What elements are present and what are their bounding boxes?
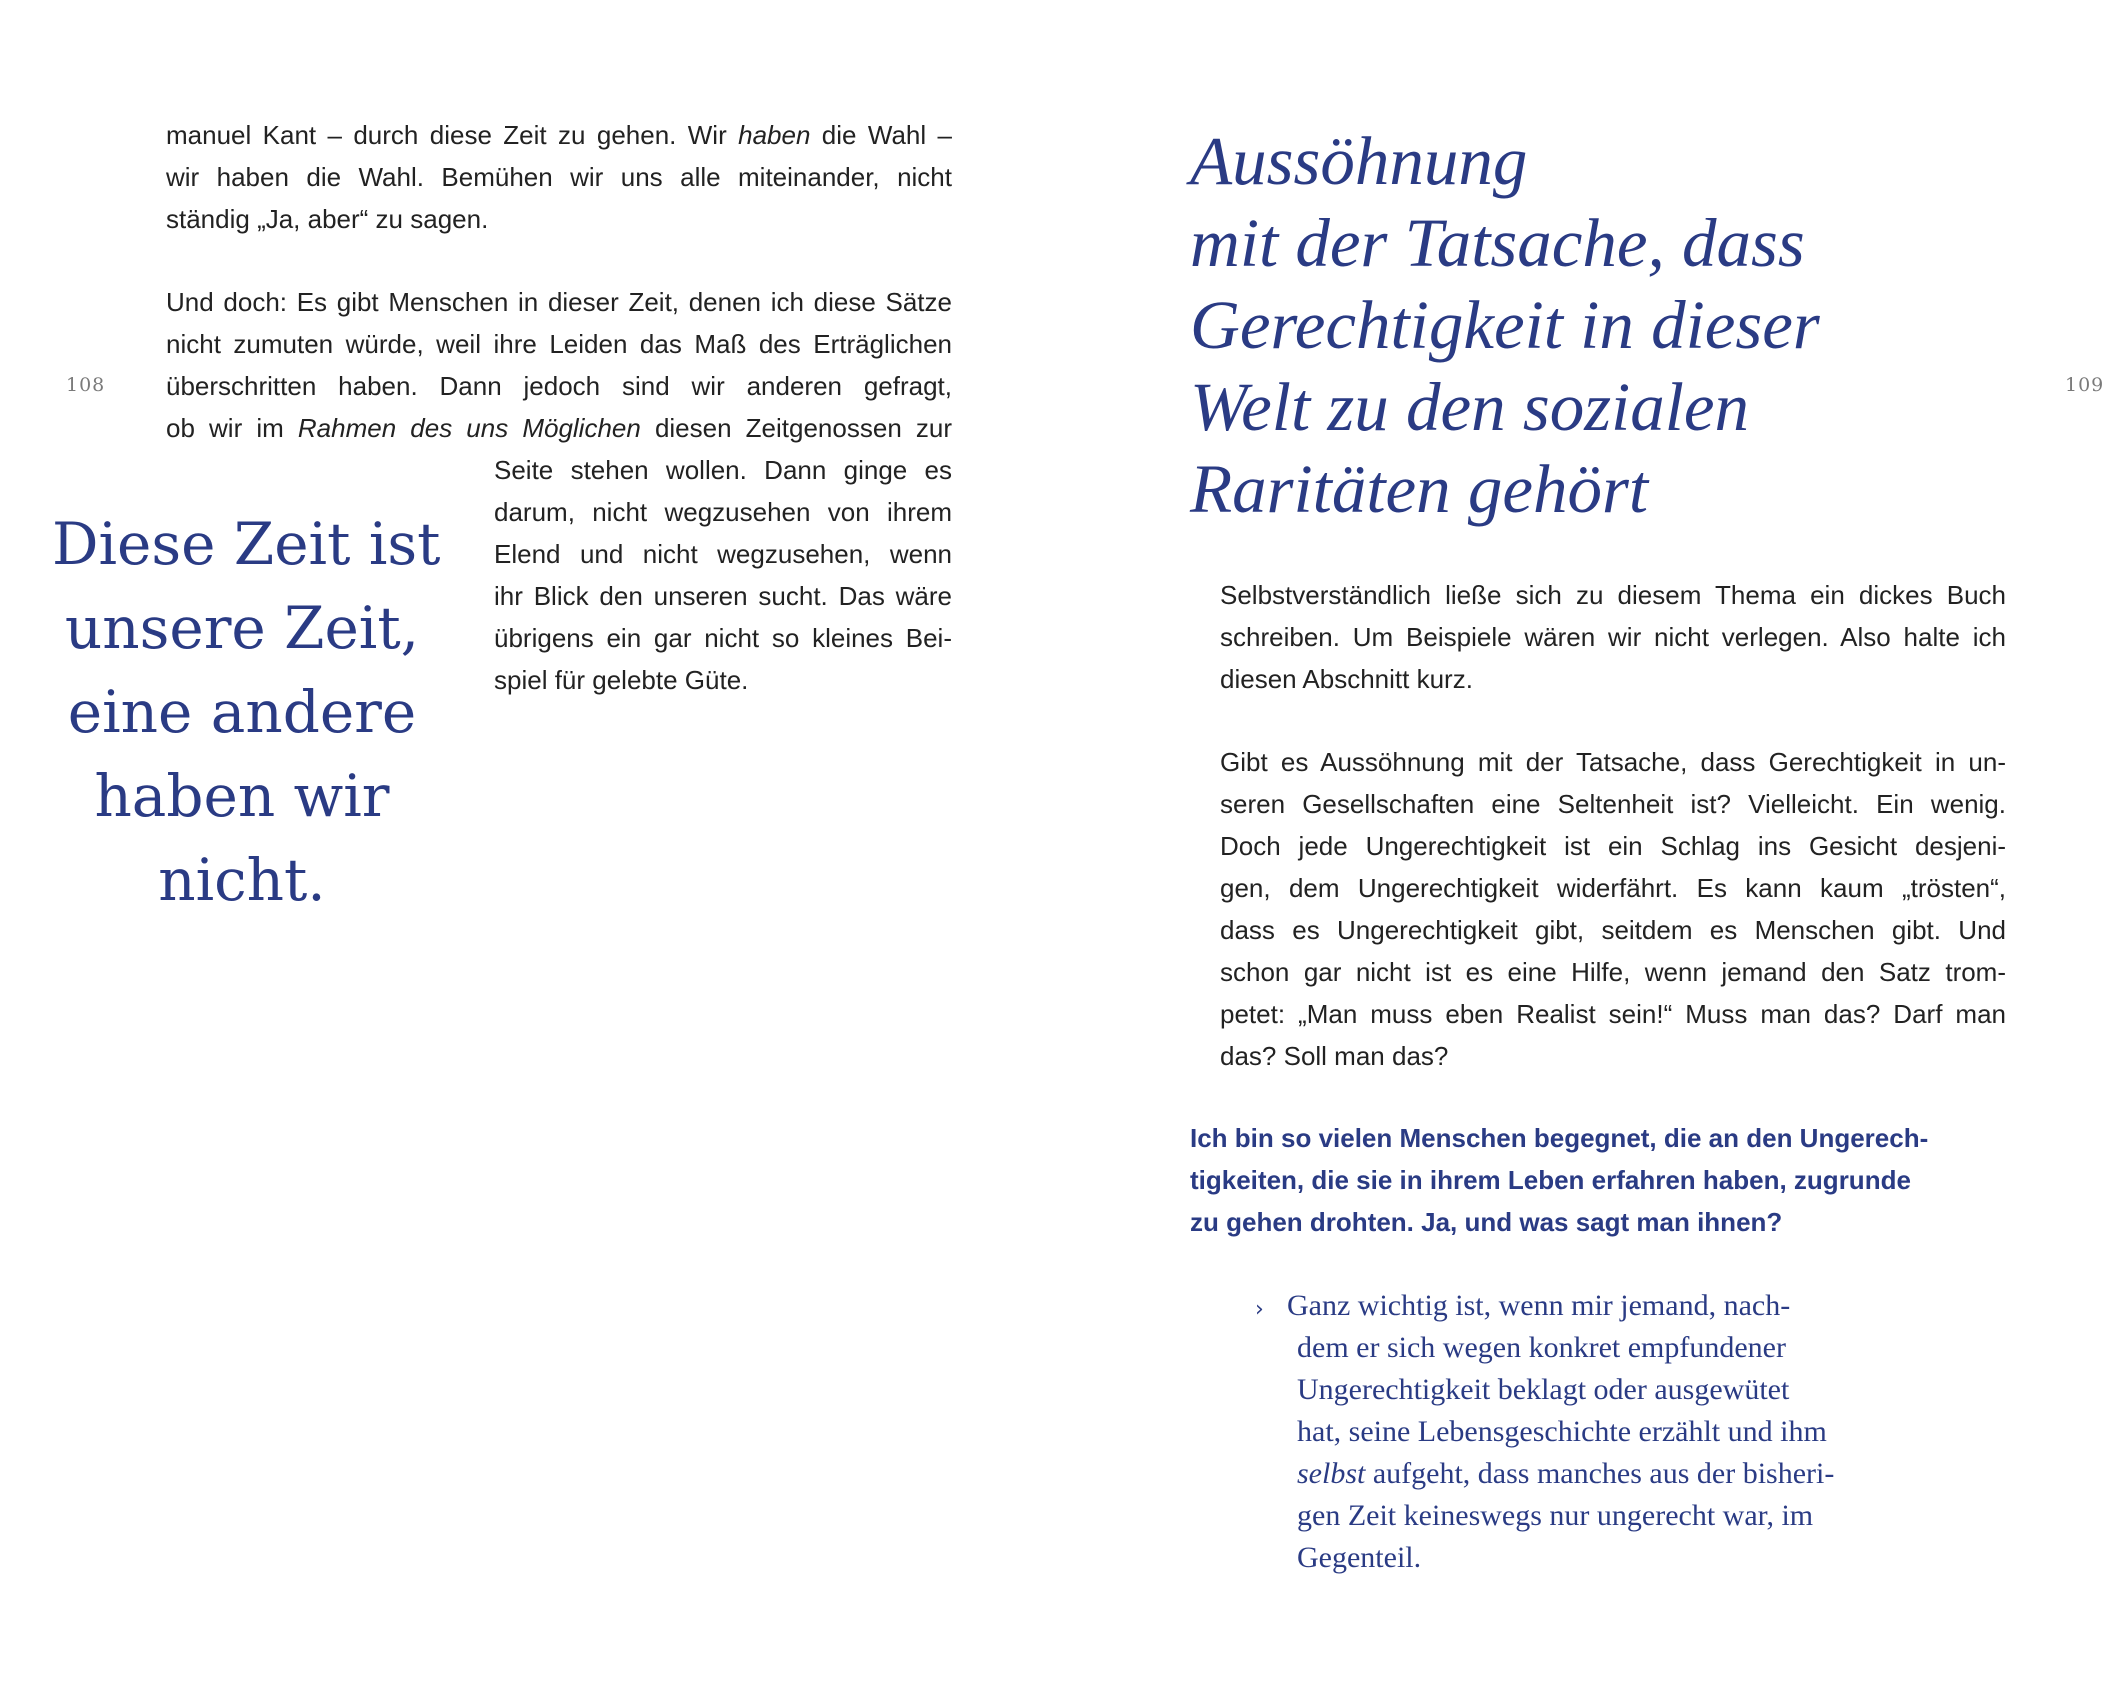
answer-line: Gegenteil. [1297,1541,1422,1574]
interview-question [1190,1117,1928,1243]
interview-answer [1255,1285,1834,1579]
text-line: schon gar nicht ist es eine Hilfe, wenn jemand den Satz trom- [1220,957,2006,987]
text-line: Seite stehen wollen. Dann ginge es [494,455,952,485]
pull-quote-line: nicht. [158,846,326,914]
headline-line: Aussöhnung [1190,123,1528,199]
text-line: ihr Blick den unseren sucht. Das wäre [494,581,952,611]
question-line: tigkeiten, die sie in ihrem Leben erfahren haben, zugrunde [1190,1165,1911,1195]
right-paragraph-1 [1220,574,2006,700]
text-line: Doch jede Ungerechtigkeit ist ein Schlag ins Gesicht desjeni- [1220,831,2006,861]
pull-quote-line: eine andere [67,678,417,746]
answer-line: Ganz wichtig ist, wenn mir jemand, nach- [1287,1289,1791,1322]
answer-line: gen Zeit keineswegs nur ungerecht war, im [1297,1499,1814,1532]
text-line: dass es Ungerechtigkeit gibt, seitdem es Menschen gibt. Und [1220,915,2006,945]
text-line: überschritten haben. Dann jedoch sind wir anderen gefragt, [166,371,952,401]
text-line: Gibt es Aussöhnung mit der Tatsache, dass Gerechtigkeit in un- [1220,747,2006,777]
answer-line: selbst aufgeht, dass manches aus der bisheri- [1297,1457,1835,1490]
text-line: petet: „Man muss eben Realist sein!“ Muss man das? Darf man [1220,999,2006,1029]
text-line: darum, nicht wegzusehen von ihrem [494,497,952,527]
page-number-left: 108 [66,374,106,396]
chapter-headline [1190,120,1820,530]
headline-line: mit der Tatsache, dass [1190,205,1805,281]
headline-line: Welt zu den sozialen [1190,369,1750,445]
text-line: ständig „Ja, aber“ zu sagen. [166,204,489,234]
pull-quote-line: haben wir [94,762,390,830]
text-line: Elend und nicht wegzusehen, wenn [494,539,952,569]
text-line: manuel Kant – durch diese Zeit zu gehen. Wir haben die Wahl – [166,120,952,150]
left-paragraph-2-continued [494,449,952,701]
text-line: diesen Abschnitt kurz. [1220,664,1473,694]
headline-line: Raritäten gehört [1190,451,1649,527]
text-line: schreiben. Um Beispiele wären wir nicht verlegen. Also halte ich [1220,622,2006,652]
text-line: ob wir im Rahmen des uns Möglichen diesen Zeitgenossen zur [166,413,952,443]
text-line: übrigens ein gar nicht so kleines Bei- [494,623,952,653]
pull-quote-line: Diese Zeit ist [52,510,441,578]
text-line: wir haben die Wahl. Bemühen wir uns alle miteinander, nicht [166,162,952,192]
text-line: gen, dem Ungerechtigkeit widerfährt. Es kann kaum „trösten“, [1220,873,2006,903]
answer-line: hat, seine Lebensgeschichte erzählt und ihm [1297,1415,1827,1448]
pull-quote-line: unsere Zeit, [64,594,420,662]
left-paragraph-2 [166,281,952,449]
headline-line: Gerechtigkeit in dieser [1190,287,1820,363]
chevron-right-icon: › [1255,1297,1264,1322]
answer-line: dem er sich wegen konkret empfundener [1297,1331,1786,1364]
question-line: Ich bin so vielen Menschen begegnet, die an den Ungerech- [1190,1123,1929,1153]
left-paragraph-1 [166,114,952,240]
text-line: seren Gesellschaften eine Seltenheit ist? Vielleicht. Ein wenig. [1220,789,2006,819]
pull-quote [52,502,441,922]
text-line: spiel für gelebte Güte. [494,665,749,695]
text-line: nicht zumuten würde, weil ihre Leiden das Maß des Erträglichen [166,329,952,359]
right-paragraph-2 [1220,741,2006,1077]
text-line: Und doch: Es gibt Menschen in dieser Zeit, denen ich diese Sätze [166,287,952,317]
text-line: das? Soll man das? [1220,1041,1449,1071]
page-number-right: 109 [2065,374,2105,396]
question-line: zu gehen drohten. Ja, und was sagt man ihnen? [1190,1207,1783,1237]
text-line: Selbstverständlich ließe sich zu diesem Thema ein dickes Buch [1220,580,2006,610]
answer-line: Ungerechtigkeit beklagt oder ausgewütet [1297,1373,1790,1406]
